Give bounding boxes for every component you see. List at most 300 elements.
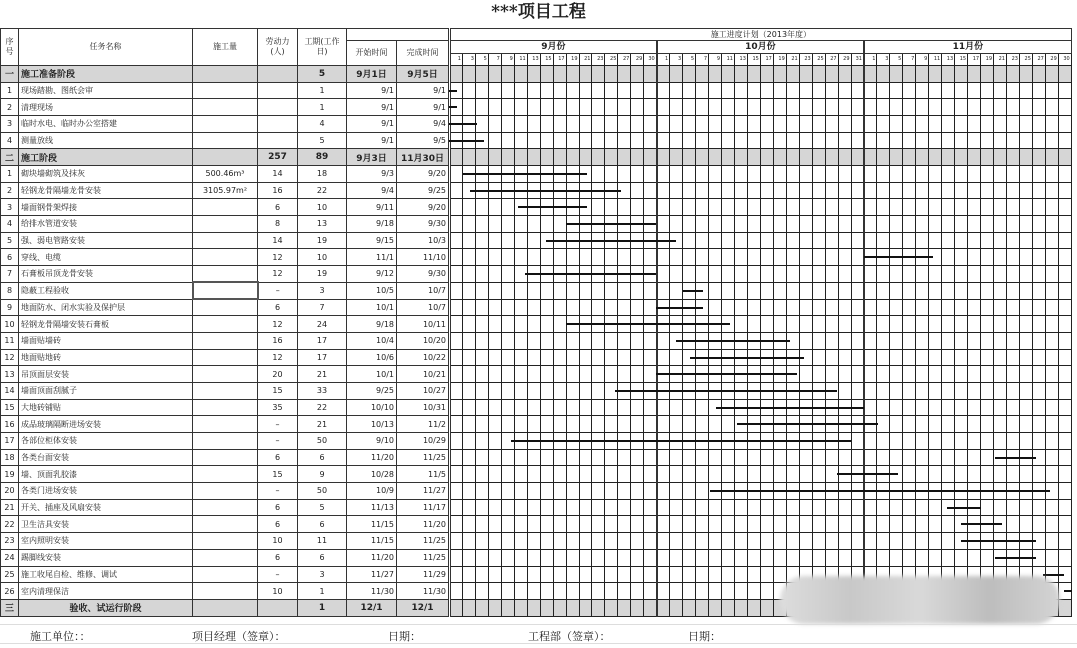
gantt-cell [475, 583, 488, 600]
quantity-cell[interactable] [193, 149, 258, 166]
seq-cell[interactable]: 13 [1, 366, 19, 383]
gantt-cell [592, 483, 605, 500]
quantity-cell[interactable] [193, 449, 258, 466]
gantt-cell [812, 282, 825, 299]
start-date-cell[interactable]: 11/30 [347, 583, 397, 600]
seq-cell[interactable]: 8 [1, 282, 19, 299]
labor-cell[interactable]: 10 [258, 533, 298, 550]
quantity-cell[interactable] [193, 299, 258, 316]
task-name-cell[interactable]: 室内照明安装 [19, 533, 193, 550]
end-date-cell[interactable]: 9/20 [397, 199, 450, 216]
task-name-cell[interactable]: 现场踏勘、图纸会审 [19, 82, 193, 99]
gantt-cell [903, 182, 916, 199]
gantt-cell [890, 449, 903, 466]
seq-cell[interactable]: 三 [1, 599, 19, 616]
duration-cell[interactable]: 5 [298, 499, 347, 516]
end-date-cell[interactable]: 11/20 [397, 516, 450, 533]
task-name-cell[interactable]: 给排水管道安装 [19, 216, 193, 233]
labor-cell[interactable]: 35 [258, 399, 298, 416]
gantt-cell [1058, 416, 1071, 433]
gantt-cell [916, 382, 929, 399]
start-date-cell[interactable]: 11/20 [347, 549, 397, 566]
gantt-cell [501, 382, 514, 399]
labor-cell[interactable]: 6 [258, 449, 298, 466]
seq-cell[interactable]: 20 [1, 483, 19, 500]
duration-cell[interactable]: 18 [298, 166, 347, 183]
quantity-cell[interactable] [193, 466, 258, 483]
quantity-cell[interactable] [193, 483, 258, 500]
start-date-cell[interactable]: 9/3 [347, 166, 397, 183]
quantity-cell[interactable] [193, 366, 258, 383]
seq-cell[interactable]: 24 [1, 549, 19, 566]
end-date-cell[interactable]: 11/27 [397, 483, 450, 500]
quantity-cell[interactable] [193, 533, 258, 550]
quantity-cell[interactable] [193, 199, 258, 216]
quantity-cell[interactable] [193, 65, 258, 82]
quantity-cell[interactable] [193, 332, 258, 349]
end-date-cell[interactable]: 11/29 [397, 566, 450, 583]
seq-cell[interactable]: 18 [1, 449, 19, 466]
labor-cell[interactable]: 10 [258, 583, 298, 600]
task-name-cell[interactable]: 卫生洁具安装 [19, 516, 193, 533]
labor-cell[interactable]: – [258, 483, 298, 500]
seq-cell[interactable]: 二 [1, 149, 19, 166]
quantity-cell[interactable] [193, 583, 258, 600]
seq-cell[interactable]: 1 [1, 166, 19, 183]
end-date-cell[interactable]: 10/31 [397, 399, 450, 416]
duration-cell[interactable]: 6 [298, 516, 347, 533]
duration-cell[interactable]: 1 [298, 99, 347, 116]
seq-cell[interactable]: 一 [1, 65, 19, 82]
labor-cell[interactable] [258, 65, 298, 82]
task-name-cell[interactable]: 各类门进场安装 [19, 483, 193, 500]
end-date-cell[interactable]: 9/30 [397, 216, 450, 233]
gantt-cell [734, 316, 747, 333]
start-date-cell[interactable]: 11/20 [347, 449, 397, 466]
duration-cell[interactable]: 9 [298, 466, 347, 483]
labor-cell[interactable] [258, 82, 298, 99]
quantity-cell[interactable] [193, 132, 258, 149]
seq-cell[interactable]: 22 [1, 516, 19, 533]
task-name-cell[interactable]: 墙面钢骨架焊接 [19, 199, 193, 216]
labor-cell[interactable] [258, 132, 298, 149]
task-name-cell[interactable]: 临时水电、临时办公室搭建 [19, 115, 193, 132]
seq-cell[interactable]: 2 [1, 99, 19, 116]
gantt-cell [501, 332, 514, 349]
task-name-cell[interactable]: 轻钢龙骨隔墙龙骨安装 [19, 182, 193, 199]
labor-cell[interactable]: 12 [258, 266, 298, 283]
end-date-cell[interactable]: 12/1 [397, 599, 450, 616]
task-name-cell[interactable]: 石膏板吊顶龙骨安装 [19, 266, 193, 283]
end-date-cell[interactable]: 11/10 [397, 249, 450, 266]
seq-header: 序号 [1, 29, 19, 66]
gantt-cell [747, 199, 760, 216]
quantity-cell[interactable]: 500.46m³ [193, 166, 258, 183]
gantt-cell [838, 533, 851, 550]
end-date-cell[interactable]: 10/20 [397, 332, 450, 349]
seq-cell[interactable]: 23 [1, 533, 19, 550]
gantt-cell [1019, 149, 1032, 166]
labor-cell[interactable]: 12 [258, 249, 298, 266]
gantt-cell [1006, 82, 1019, 99]
quantity-cell[interactable] [193, 416, 258, 433]
gantt-cell [501, 599, 514, 616]
seq-cell[interactable]: 4 [1, 132, 19, 149]
quantity-cell[interactable] [193, 382, 258, 399]
gantt-cell [851, 366, 864, 383]
end-date-cell[interactable]: 10/22 [397, 349, 450, 366]
end-date-cell[interactable]: 9/30 [397, 266, 450, 283]
labor-cell[interactable]: 12 [258, 349, 298, 366]
task-name-cell[interactable]: 砌块墙砌筑及抹灰 [19, 166, 193, 183]
start-date-cell[interactable]: 10/28 [347, 466, 397, 483]
seq-cell[interactable]: 21 [1, 499, 19, 516]
task-name-cell[interactable]: 各类台面安装 [19, 449, 193, 466]
quantity-cell[interactable] [193, 566, 258, 583]
gantt-bar [566, 323, 730, 325]
start-date-cell[interactable]: 10/13 [347, 416, 397, 433]
seq-cell[interactable]: 19 [1, 466, 19, 483]
labor-cell[interactable] [258, 99, 298, 116]
task-name-cell[interactable]: 大地砖铺贴 [19, 399, 193, 416]
quantity-cell[interactable] [193, 266, 258, 283]
end-date-cell[interactable]: 9/1 [397, 82, 450, 99]
seq-cell[interactable]: 1 [1, 82, 19, 99]
gantt-cell [1058, 266, 1071, 283]
quantity-cell[interactable] [193, 282, 258, 299]
end-date-cell[interactable]: 10/7 [397, 282, 450, 299]
end-date-cell[interactable]: 11/5 [397, 466, 450, 483]
gantt-cell [462, 82, 475, 99]
gantt-cell [579, 382, 592, 399]
seq-cell[interactable]: 6 [1, 249, 19, 266]
gantt-cell [644, 182, 657, 199]
gantt-cell [955, 382, 968, 399]
gantt-cell [851, 232, 864, 249]
gantt-cell [929, 349, 942, 366]
end-date-cell[interactable]: 9/5 [397, 132, 450, 149]
gantt-cell [592, 599, 605, 616]
duration-cell[interactable]: 1 [298, 82, 347, 99]
duration-cell[interactable]: 17 [298, 349, 347, 366]
gantt-cell [981, 399, 994, 416]
gantt-cell [631, 149, 644, 166]
duration-cell[interactable]: 33 [298, 382, 347, 399]
date-label-1: 日期： [388, 630, 421, 643]
labor-cell[interactable]: 14 [258, 166, 298, 183]
end-date-cell[interactable]: 10/3 [397, 232, 450, 249]
task-name-cell[interactable]: 开关、插座及风扇安装 [19, 499, 193, 516]
start-date-cell[interactable]: 11/13 [347, 499, 397, 516]
task-name-cell[interactable]: 地面贴地砖 [19, 349, 193, 366]
gantt-cell [812, 132, 825, 149]
task-name-cell[interactable]: 各部位柜体安装 [19, 433, 193, 450]
labor-cell[interactable]: – [258, 282, 298, 299]
gantt-cell [890, 232, 903, 249]
gantt-cell [877, 132, 890, 149]
task-name-cell[interactable]: 室内清理保洁 [19, 583, 193, 600]
gantt-cell [709, 115, 722, 132]
labor-cell[interactable]: 16 [258, 182, 298, 199]
task-name-cell[interactable]: 施工准备阶段 [19, 65, 193, 82]
gantt-cell [981, 449, 994, 466]
start-date-cell[interactable]: 10/4 [347, 332, 397, 349]
start-date-cell[interactable]: 11/15 [347, 533, 397, 550]
start-date-cell[interactable]: 12/1 [347, 599, 397, 616]
seq-cell[interactable]: 14 [1, 382, 19, 399]
task-name-cell[interactable]: 隐蔽工程验收 [19, 282, 193, 299]
task-name-cell[interactable]: 墙面贴墙砖 [19, 332, 193, 349]
duration-cell[interactable]: 1 [298, 583, 347, 600]
labor-cell[interactable]: 8 [258, 216, 298, 233]
labor-cell[interactable]: 6 [258, 549, 298, 566]
quantity-cell[interactable] [193, 433, 258, 450]
gantt-bar [947, 507, 982, 509]
seq-cell[interactable]: 26 [1, 583, 19, 600]
gantt-cell [955, 99, 968, 116]
duration-cell[interactable]: 17 [298, 332, 347, 349]
task-name-cell[interactable]: 成品玻璃隔断进场安装 [19, 416, 193, 433]
gantt-cell [462, 349, 475, 366]
gantt-cell [722, 249, 735, 266]
task-name-cell[interactable]: 穿线、电缆 [19, 249, 193, 266]
seq-cell[interactable]: 10 [1, 316, 19, 333]
gantt-cell [1045, 332, 1058, 349]
end-date-cell[interactable]: 9/4 [397, 115, 450, 132]
duration-cell[interactable]: 4 [298, 115, 347, 132]
end-date-cell[interactable]: 9/20 [397, 166, 450, 183]
end-date-cell[interactable]: 10/7 [397, 299, 450, 316]
duration-cell[interactable]: 19 [298, 266, 347, 283]
quantity-cell[interactable] [193, 349, 258, 366]
gantt-cell [488, 249, 501, 266]
gantt-cell [760, 216, 773, 233]
start-date-cell[interactable]: 9/18 [347, 216, 397, 233]
seq-cell[interactable]: 4 [1, 216, 19, 233]
labor-cell[interactable] [258, 115, 298, 132]
quantity-cell[interactable] [193, 316, 258, 333]
gantt-cell [812, 316, 825, 333]
start-date-cell[interactable]: 9/1 [347, 82, 397, 99]
start-date-cell[interactable]: 9/18 [347, 316, 397, 333]
end-date-cell[interactable]: 10/29 [397, 433, 450, 450]
duration-cell[interactable]: 19 [298, 232, 347, 249]
start-date-cell[interactable]: 9/11 [347, 199, 397, 216]
quantity-cell[interactable]: 3105.97m² [193, 182, 258, 199]
labor-cell[interactable]: – [258, 433, 298, 450]
task-name-cell[interactable]: 墙面顶面刮腻子 [19, 382, 193, 399]
quantity-cell[interactable] [193, 399, 258, 416]
duration-cell[interactable]: 7 [298, 299, 347, 316]
duration-cell[interactable]: 5 [298, 65, 347, 82]
end-date-cell[interactable]: 11/25 [397, 549, 450, 566]
seq-cell[interactable]: 3 [1, 199, 19, 216]
gantt-cell [825, 466, 838, 483]
duration-cell[interactable]: 3 [298, 282, 347, 299]
gantt-cell [1032, 466, 1045, 483]
labor-cell[interactable]: 6 [258, 499, 298, 516]
quantity-cell[interactable] [193, 516, 258, 533]
end-date-cell[interactable]: 11/17 [397, 499, 450, 516]
start-date-cell[interactable]: 10/6 [347, 349, 397, 366]
labor-cell[interactable]: – [258, 416, 298, 433]
seq-cell[interactable]: 5 [1, 232, 19, 249]
task-name-cell[interactable]: 墙、顶面乳胶漆 [19, 466, 193, 483]
seq-cell[interactable]: 16 [1, 416, 19, 433]
task-name-cell[interactable]: 踢脚线安装 [19, 549, 193, 566]
quantity-cell[interactable] [193, 82, 258, 99]
start-date-cell[interactable]: 10/9 [347, 483, 397, 500]
end-date-cell[interactable]: 11/25 [397, 533, 450, 550]
gantt-cell [994, 182, 1007, 199]
task-name-cell[interactable]: 强、弱电管路安装 [19, 232, 193, 249]
duration-cell[interactable]: 3 [298, 566, 347, 583]
gantt-bar [864, 256, 933, 258]
seq-cell[interactable]: 9 [1, 299, 19, 316]
gantt-cell [955, 82, 968, 99]
start-date-cell[interactable]: 10/10 [347, 399, 397, 416]
quantity-cell[interactable] [193, 232, 258, 249]
gantt-cell [644, 483, 657, 500]
end-date-cell[interactable]: 10/11 [397, 316, 450, 333]
gantt-cell [605, 282, 618, 299]
task-name-cell[interactable]: 清理现场 [19, 99, 193, 116]
duration-cell[interactable]: 5 [298, 132, 347, 149]
task-name-cell[interactable]: 验收、试运行阶段 [19, 599, 193, 616]
duration-cell[interactable]: 21 [298, 416, 347, 433]
duration-cell[interactable]: 11 [298, 533, 347, 550]
gantt-cell [592, 466, 605, 483]
quantity-cell[interactable] [193, 115, 258, 132]
duration-cell[interactable]: 10 [298, 199, 347, 216]
labor-cell[interactable]: 6 [258, 299, 298, 316]
end-date-cell[interactable]: 9月5日 [397, 65, 450, 82]
quantity-cell[interactable] [193, 599, 258, 616]
gantt-cell [592, 416, 605, 433]
start-date-cell[interactable]: 10/1 [347, 366, 397, 383]
end-date-cell[interactable]: 9/1 [397, 99, 450, 116]
gantt-cell [799, 82, 812, 99]
duration-cell[interactable]: 22 [298, 182, 347, 199]
seq-cell[interactable]: 12 [1, 349, 19, 366]
duration-cell[interactable]: 22 [298, 399, 347, 416]
start-date-cell[interactable]: 11/1 [347, 249, 397, 266]
labor-cell[interactable]: – [258, 566, 298, 583]
gantt-cell [683, 216, 696, 233]
labor-cell[interactable]: 6 [258, 516, 298, 533]
start-date-cell[interactable]: 11/15 [347, 516, 397, 533]
gantt-cell [877, 99, 890, 116]
duration-cell[interactable]: 50 [298, 433, 347, 450]
labor-cell[interactable]: 257 [258, 149, 298, 166]
duration-cell[interactable]: 89 [298, 149, 347, 166]
duration-cell[interactable]: 13 [298, 216, 347, 233]
gantt-cell [631, 466, 644, 483]
labor-cell[interactable]: 16 [258, 332, 298, 349]
gantt-cell [916, 266, 929, 283]
start-date-cell[interactable]: 9月1日 [347, 65, 397, 82]
task-name-cell[interactable]: 测量放线 [19, 132, 193, 149]
quantity-cell[interactable] [193, 99, 258, 116]
seq-cell[interactable]: 17 [1, 433, 19, 450]
task-name-cell[interactable]: 施工收尾自检、维修、调试 [19, 566, 193, 583]
start-date-cell[interactable]: 9月3日 [347, 149, 397, 166]
task-name-cell[interactable]: 轻钢龙骨隔墙安装石膏板 [19, 316, 193, 333]
end-date-cell[interactable]: 11/2 [397, 416, 450, 433]
end-date-cell[interactable]: 11/25 [397, 449, 450, 466]
start-date-cell[interactable]: 9/1 [347, 115, 397, 132]
gantt-cell [877, 82, 890, 99]
task-name-cell[interactable]: 施工阶段 [19, 149, 193, 166]
duration-cell[interactable]: 1 [298, 599, 347, 616]
quantity-cell[interactable] [193, 216, 258, 233]
labor-cell[interactable]: 6 [258, 199, 298, 216]
start-date-cell[interactable]: 9/15 [347, 232, 397, 249]
labor-cell[interactable]: 15 [258, 382, 298, 399]
duration-cell[interactable]: 24 [298, 316, 347, 333]
task-row [1, 316, 1072, 333]
gantt-cell [618, 65, 631, 82]
start-date-cell[interactable]: 9/12 [347, 266, 397, 283]
gantt-cell [553, 583, 566, 600]
start-date-cell[interactable]: 9/10 [347, 433, 397, 450]
gantt-bar [449, 106, 457, 108]
seq-cell[interactable]: 15 [1, 399, 19, 416]
quantity-cell[interactable] [193, 249, 258, 266]
seq-cell[interactable]: 11 [1, 332, 19, 349]
end-date-cell[interactable]: 11/30 [397, 583, 450, 600]
quantity-cell[interactable] [193, 549, 258, 566]
gantt-cell [450, 433, 463, 450]
end-date-cell[interactable]: 9/25 [397, 182, 450, 199]
duration-cell[interactable]: 21 [298, 366, 347, 383]
end-date-cell[interactable]: 10/27 [397, 382, 450, 399]
duration-cell[interactable]: 6 [298, 549, 347, 566]
labor-cell[interactable]: 20 [258, 366, 298, 383]
task-name-cell[interactable]: 地面防水、闭水实验及保护层 [19, 299, 193, 316]
labor-cell[interactable]: 12 [258, 316, 298, 333]
end-date-cell[interactable]: 11月30日 [397, 149, 450, 166]
gantt-cell [540, 566, 553, 583]
end-date-cell[interactable]: 10/21 [397, 366, 450, 383]
gantt-cell [864, 332, 877, 349]
seq-cell[interactable]: 7 [1, 266, 19, 283]
start-date-cell[interactable]: 10/1 [347, 299, 397, 316]
labor-cell[interactable]: 14 [258, 232, 298, 249]
seq-cell[interactable]: 2 [1, 182, 19, 199]
quantity-cell[interactable] [193, 499, 258, 516]
duration-cell[interactable]: 50 [298, 483, 347, 500]
gantt-cell [670, 449, 683, 466]
duration-cell[interactable]: 6 [298, 449, 347, 466]
gantt-cell [942, 65, 955, 82]
start-date-cell[interactable]: 9/25 [347, 382, 397, 399]
seq-cell[interactable]: 25 [1, 566, 19, 583]
start-date-cell[interactable]: 10/5 [347, 282, 397, 299]
task-name-cell[interactable]: 吊顶面层安装 [19, 366, 193, 383]
gantt-cell [851, 82, 864, 99]
labor-cell[interactable]: 15 [258, 466, 298, 483]
start-date-cell[interactable]: 9/1 [347, 132, 397, 149]
seq-cell[interactable]: 3 [1, 115, 19, 132]
duration-cell[interactable]: 10 [298, 249, 347, 266]
gantt-cell [929, 132, 942, 149]
start-date-cell[interactable]: 9/4 [347, 182, 397, 199]
start-date-cell[interactable]: 11/27 [347, 566, 397, 583]
start-date-cell[interactable]: 9/1 [347, 99, 397, 116]
gantt-cell [1019, 182, 1032, 199]
labor-cell[interactable] [258, 599, 298, 616]
